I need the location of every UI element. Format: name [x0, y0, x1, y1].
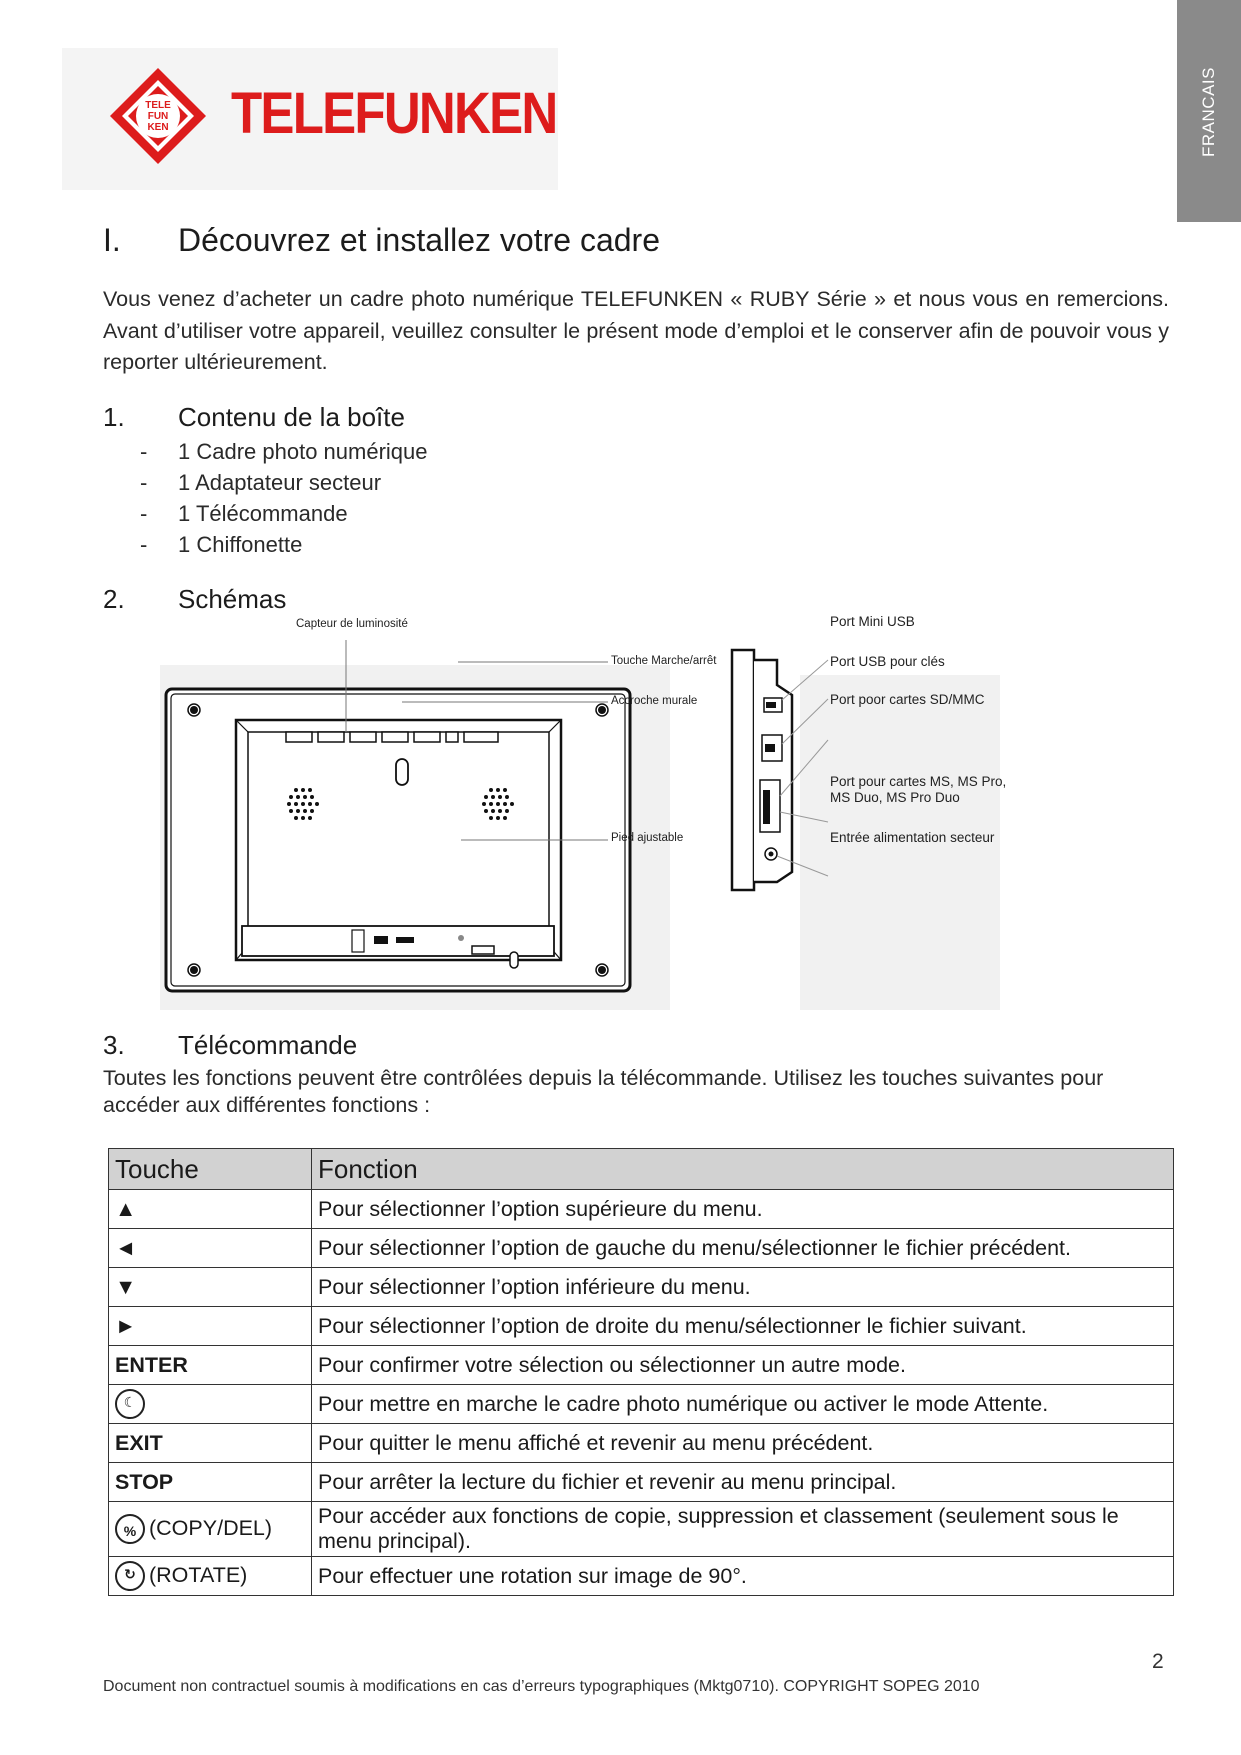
schemas-number: 2. [103, 584, 125, 614]
key-copy-del-label: (COPY/DEL) [149, 1515, 273, 1540]
logo-wordmark: TELEFUNKEN [231, 81, 557, 146]
column-header-key: Touche [109, 1149, 312, 1190]
label-mini-usb-port: Port Mini USB [830, 614, 915, 629]
table-row [109, 1346, 1174, 1385]
emblem-line-3: KEN [147, 122, 169, 133]
key-standby [109, 1385, 312, 1424]
schemas-title: Schémas [178, 584, 287, 614]
key-rotate-label: (ROTATE) [149, 1562, 248, 1587]
table-row [109, 1385, 1174, 1424]
page-number: 2 [1152, 1650, 1164, 1673]
function-cell: Pour sélectionner l’option inférieure du menu. [312, 1268, 1174, 1307]
rotate-icon: ↻ [115, 1561, 145, 1591]
function-cell: Pour arrêter la lecture du fichier et revenir au menu principal. [312, 1463, 1174, 1502]
remote-number: 3. [103, 1030, 125, 1060]
table-row [109, 1229, 1174, 1268]
remote-heading [103, 1030, 357, 1061]
emblem-line-1: TELE [145, 100, 171, 111]
key-enter: ENTER [109, 1346, 312, 1385]
list-item: - 1 Cadre photo numérique [140, 439, 428, 464]
function-cell: Pour sélectionner l’option de gauche du menu/sélectionner le fichier précédent. [312, 1229, 1174, 1268]
telefunken-logo [62, 48, 558, 190]
label-power-button: Touche Marche/arrêt [611, 655, 717, 667]
contents-number: 1. [103, 402, 125, 432]
standby-icon: ☾ [115, 1389, 145, 1419]
emblem-line-2: FUN [147, 111, 169, 122]
schemas-heading [103, 584, 286, 615]
intro-paragraph: Vous venez d’acheter un cadre photo numérique TELEFUNKEN « RUBY Série » et nous vous en remercions. Avant d’utiliser votre appareil, veuillez consulter le présent mode d’emploi et le conserver afin de pouvoir vous y reporter ultérieurement. [103, 287, 1169, 374]
list-item: - 1 Adaptateur secteur [140, 470, 382, 495]
key-down: ▼ [109, 1268, 312, 1307]
key-up: ▲ [109, 1190, 312, 1229]
language-tab-label: FRANCAIS [1199, 67, 1218, 157]
function-cell: Pour quitter le menu affiché et revenir au menu précédent. [312, 1424, 1174, 1463]
remote-title: Télécommande [178, 1030, 358, 1060]
label-sd-port: Port poor cartes SD/MMC [830, 692, 985, 707]
label-usb-port: Port USB pour clés [830, 654, 945, 669]
footer-disclaimer: Document non contractuel soumis à modifications en cas d’erreurs typographiques (Mktg0710). COPYRIGHT SOPEG 2010 [103, 1678, 980, 1695]
contents-list [140, 436, 428, 560]
telefunken-emblem-icon [108, 66, 208, 166]
table-row [109, 1424, 1174, 1463]
table-row [109, 1268, 1174, 1307]
function-cell: Pour effectuer une rotation sur image de 90°. [312, 1557, 1174, 1596]
table-row [109, 1463, 1174, 1502]
label-light-sensor: Capteur de luminosité [296, 618, 408, 630]
key-stop: STOP [109, 1463, 312, 1502]
copy-delete-icon: % [115, 1514, 145, 1544]
table-header-row [109, 1149, 1174, 1190]
frame-diagram [160, 614, 1090, 1015]
key-rotate [109, 1557, 312, 1596]
remote-intro: Toutes les fonctions peuvent être contrôlées depuis la télécommande. Utilisez les touches suivantes pour accéder aux différentes fonctions : [103, 1066, 1104, 1117]
column-header-function: Fonction [312, 1149, 1174, 1190]
function-cell: Pour sélectionner l’option de droite du menu/sélectionner le fichier suivant. [312, 1307, 1174, 1346]
function-cell: Pour sélectionner l’option supérieure du menu. [312, 1190, 1174, 1229]
label-wall-mount: Accroche murale [611, 695, 698, 707]
list-item: - 1 Télécommande [140, 501, 348, 526]
section-heading [103, 222, 660, 259]
key-left: ◄ [109, 1229, 312, 1268]
label-ms-port: Port pour cartes MS, MS Pro, MS Duo, MS Pro Duo [830, 774, 1007, 805]
function-cell: Pour accéder aux fonctions de copie, suppression et classement (seulement sous le menu principal). [312, 1502, 1174, 1557]
list-item: - 1 Chiffonette [140, 532, 303, 557]
contents-heading [103, 402, 405, 433]
function-cell: Pour mettre en marche le cadre photo numérique ou activer le mode Attente. [312, 1385, 1174, 1424]
label-dc-input: Entrée alimentation secteur [830, 830, 995, 845]
language-tab [1177, 0, 1241, 222]
section-number: I. [103, 222, 121, 258]
section-title: Découvrez et installez votre cadre [178, 222, 660, 258]
label-adjustable-stand: Pied ajustable [611, 832, 684, 844]
key-copy-del [109, 1502, 312, 1557]
table-row [109, 1190, 1174, 1229]
table-row [109, 1557, 1174, 1596]
key-right: ► [109, 1307, 312, 1346]
key-exit: EXIT [109, 1424, 312, 1463]
table-row [109, 1307, 1174, 1346]
remote-keys-table [108, 1148, 1174, 1596]
contents-title: Contenu de la boîte [178, 402, 405, 432]
table-row [109, 1502, 1174, 1557]
function-cell: Pour confirmer votre sélection ou sélectionner un autre mode. [312, 1346, 1174, 1385]
